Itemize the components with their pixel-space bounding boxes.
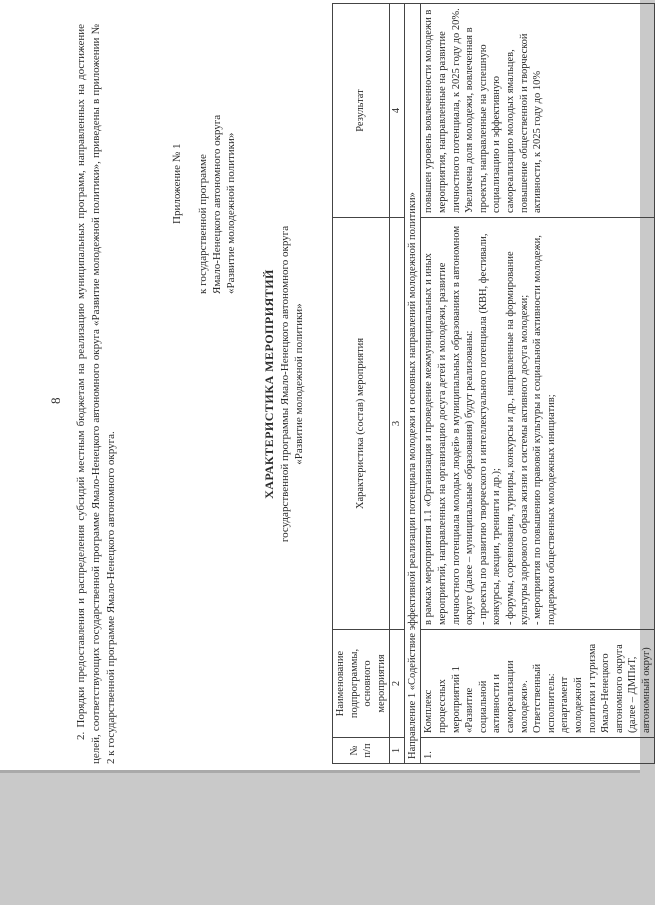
appendix-block: [170, 24, 238, 294]
header-name: Наименование подпрограммы, основного мероприятия: [333, 630, 390, 738]
header-characteristic: Характеристика (состав) мероприятия: [333, 218, 390, 630]
intro-paragraph: 2. Порядки предоставления и распределения субсидий местным бюджетам на реализацию муниципальных программ, направленных на достижение целей, соответствующих государственной программе Ямало-Ненецкого автономного округа «Развитие молодежной политики», приведены в приложении № 2 к государственной программе Ямало-Ненецкого автономного округа.: [75, 24, 117, 764]
row-num: 1.: [421, 738, 655, 764]
appendix-line: «Развитие молодежной политики»: [225, 132, 237, 294]
measures-table: [332, 3, 655, 764]
direction-row: [405, 4, 421, 764]
characteristic-text: - мероприятия по повышению правовой культуры и социальной активности молодежи, поддержки общественных молодежных инициатив;: [532, 235, 557, 625]
table-row: [421, 4, 655, 764]
characteristic-text: в рамках мероприятия 1.1 «Организация и проведение межмуниципальных и иных мероприятий, направленных на организацию досуга детей и молодежи, развитие личностного потенциала молодых людей» в муниципальных образованиях в автономном округе (далее – муниципальные образования) будут реализованы:: [423, 225, 476, 625]
row-result: [421, 4, 655, 218]
column-number: 2: [390, 630, 405, 738]
column-number: 3: [390, 218, 405, 630]
document-subtitle: [278, 4, 306, 764]
row-characteristic: [421, 218, 655, 630]
characteristic-text: - форумы, соревнования, турниры, конкурсы и др., направленные на формирование культуры здорового образа жизни и системы активного досуга молодежи;: [504, 251, 530, 625]
result-text: повышен уровень вовлеченности молодежи в мероприятия, направленные на развитие личностного потенциала, к 2025 году до 20%.: [423, 8, 462, 213]
appendix-line: Ямало-Ненецкого автономного округа: [211, 114, 223, 294]
header-num: № п/п: [333, 738, 390, 764]
table-header-row: [333, 4, 390, 764]
row-name: Комплекс процессных мероприятий 1 «Развитие социальной активности и самореализации молодежи». Ответственный исполнитель: департамент молодежной политики и туризма Ямало-Ненецкого автономного округа (далее – ДМПиТ, автономный округ): [421, 630, 655, 738]
subtitle-line: государственной программы Ямало-Ненецкого автономного округа: [279, 225, 291, 543]
column-number: 4: [390, 4, 405, 218]
column-number-row: [390, 4, 405, 764]
column-number: 1: [390, 738, 405, 764]
scan-edge: [0, 770, 640, 773]
direction-title: Направление 1 «Содействие эффективной реализации потенциала молодежи и основных направлений молодежной политики»: [405, 4, 421, 764]
rotated-document: [44, 4, 652, 764]
result-text: Увеличена доля молодежи, вовлеченная в проекты, направленные на успешную социализацию и эффективную самореализацию молодых ямальцев, повышение общественной и творческой активности, к 2025 году до 10%: [464, 27, 544, 213]
document-title: ХАРАКТЕРИСТИКА МЕРОПРИЯТИЙ: [262, 269, 276, 499]
page-number: 8: [48, 397, 63, 404]
characteristic-text: - проекты по развитию творческого и интеллектуального потенциала (КВН, фестивали, конкурсы, лекции, тренинги и др.);: [477, 233, 503, 625]
subtitle-line: «Развитие молодежной политики»: [293, 303, 305, 465]
appendix-line: к государственной программе: [197, 154, 209, 294]
header-result: Результат: [333, 4, 390, 218]
appendix-title: Приложение № 1: [171, 143, 183, 224]
